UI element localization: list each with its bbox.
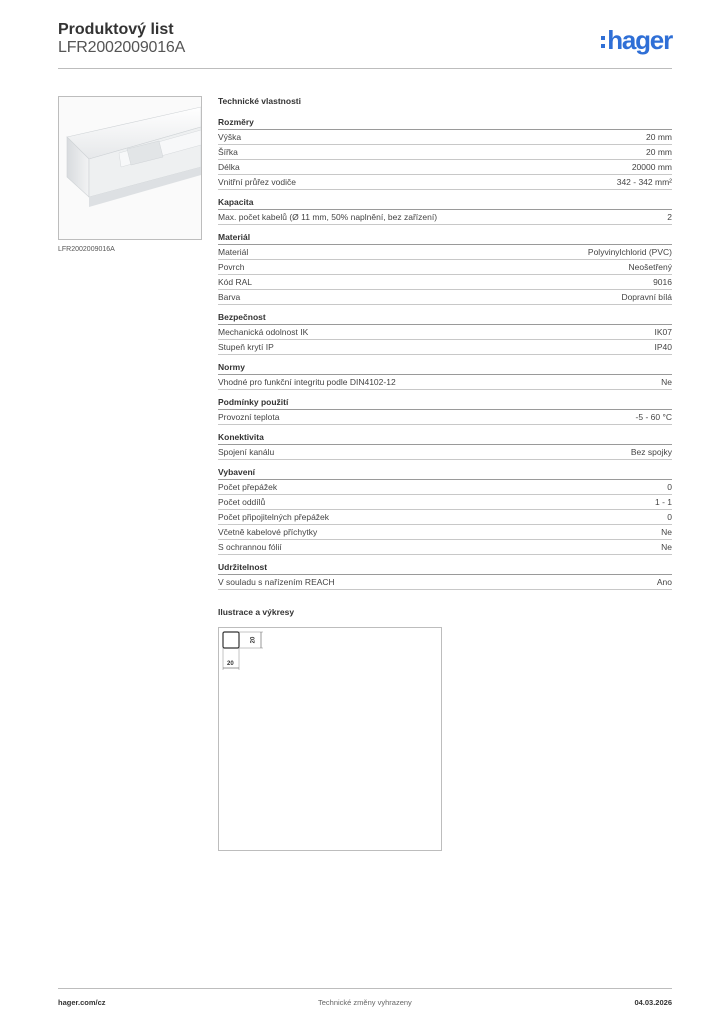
spec-value: IK07 [654,327,672,337]
spec-label: Kód RAL [218,277,253,287]
hager-logo [601,27,672,57]
spec-label: Včetně kabelové příchytky [218,527,318,537]
spec-section-title: Bezpečnost [218,312,672,325]
photo-caption: LFR2002009016A [58,246,115,253]
spec-value: Ne [661,527,672,537]
spec-label: Stupeň krytí IP [218,342,274,352]
footer-website-link[interactable]: hager.com/cz [58,998,106,1007]
spec-section-title: Podmínky použití [218,397,672,410]
footer-date: 04.03.2026 [634,998,672,1007]
spec-value: 342 - 342 mm² [616,177,672,187]
spec-label: V souladu s nařízením REACH [218,577,335,587]
technical-specs [218,96,672,851]
spec-row [218,260,672,275]
spec-row [218,145,672,160]
spec-row [218,540,672,555]
spec-label: Mechanická odolnost IK [218,327,309,337]
spec-value: Polyvinylchlorid (PVC) [587,247,672,257]
spec-row [218,410,672,425]
spec-label: Max. počet kabelů (Ø 11 mm, 50% naplnění, bez zařízení) [218,212,438,222]
spec-label: Povrch [218,262,245,272]
spec-section-title: Normy [218,362,672,375]
spec-sections [218,117,672,590]
spec-value: 1 - 1 [654,497,672,507]
spec-section [218,432,672,460]
spec-label: Počet připojitelných přepážek [218,512,330,522]
spec-value: 20 mm [646,132,672,142]
spec-row [218,160,672,175]
page-title: Produktový list [58,21,174,38]
spec-label: Vhodné pro funkční integritu podle DIN4102-12 [218,377,396,387]
header-divider [58,68,672,69]
spec-row [218,130,672,145]
spec-value: 20 mm [646,147,672,157]
logo-dots-icon [601,36,605,48]
spec-row [218,245,672,260]
spec-label: Provozní teplota [218,412,280,422]
spec-label: Spojení kanálu [218,447,275,457]
spec-label: S ochrannou fólií [218,542,282,552]
spec-row [218,525,672,540]
product-code: LFR2002009016A [58,39,186,56]
spec-row [218,375,672,390]
spec-value: IP40 [654,342,672,352]
spec-row [218,495,672,510]
spec-value: 0 [667,512,672,522]
spec-row [218,325,672,340]
spec-section-title: Vybavení [218,467,672,480]
spec-row [218,175,672,190]
dim-width-label: 20 [227,661,234,667]
spec-section [218,197,672,225]
spec-value: 20000 mm [631,162,672,172]
spec-row [218,510,672,525]
spec-row [218,575,672,590]
spec-label: Délka [218,162,240,172]
spec-label: Počet oddílů [218,497,266,507]
spec-section-title: Materiál [218,232,672,245]
spec-row [218,290,672,305]
spec-value: Dopravní bílá [621,292,672,302]
spec-value: 0 [667,482,672,492]
spec-section [218,232,672,305]
spec-value: Neošetřený [628,262,672,272]
footer-divider [58,988,672,989]
spec-label: Počet přepážek [218,482,278,492]
spec-value: Bez spojky [630,447,672,457]
spec-label: Šířka [218,147,238,157]
spec-row [218,340,672,355]
spec-label: Vnitřní průřez vodiče [218,177,296,187]
footer-disclaimer: Technické změny vyhrazeny [318,998,412,1007]
spec-section-title: Udržitelnost [218,562,672,575]
spec-value: Ne [661,542,672,552]
spec-section [218,312,672,355]
spec-section [218,362,672,390]
spec-value: Ano [656,577,672,587]
spec-row [218,210,672,225]
dim-height-label: 20 [250,636,257,644]
illustrations-heading: Ilustrace a výkresy [218,607,295,617]
drawing-frame [218,627,442,851]
spec-value: 9016 [653,277,672,287]
spec-section [218,467,672,555]
spec-section-title: Konektivita [218,432,672,445]
spec-label: Materiál [218,247,249,257]
cable-duct-image [59,97,201,239]
spec-value: -5 - 60 °C [635,412,672,422]
spec-section-title: Rozměry [218,117,672,130]
spec-row [218,480,672,495]
spec-label: Barva [218,292,241,302]
spec-section-title: Kapacita [218,197,672,210]
product-photo [58,96,202,240]
specs-heading: Technické vlastnosti [218,96,301,106]
spec-value: 2 [667,212,672,222]
spec-section [218,117,672,190]
dimension-drawing [219,628,441,850]
spec-section [218,562,672,590]
spec-label: Výška [218,132,242,142]
spec-row [218,445,672,460]
logo-text: hager [607,25,672,55]
spec-row [218,275,672,290]
spec-section [218,397,672,425]
spec-value: Ne [661,377,672,387]
